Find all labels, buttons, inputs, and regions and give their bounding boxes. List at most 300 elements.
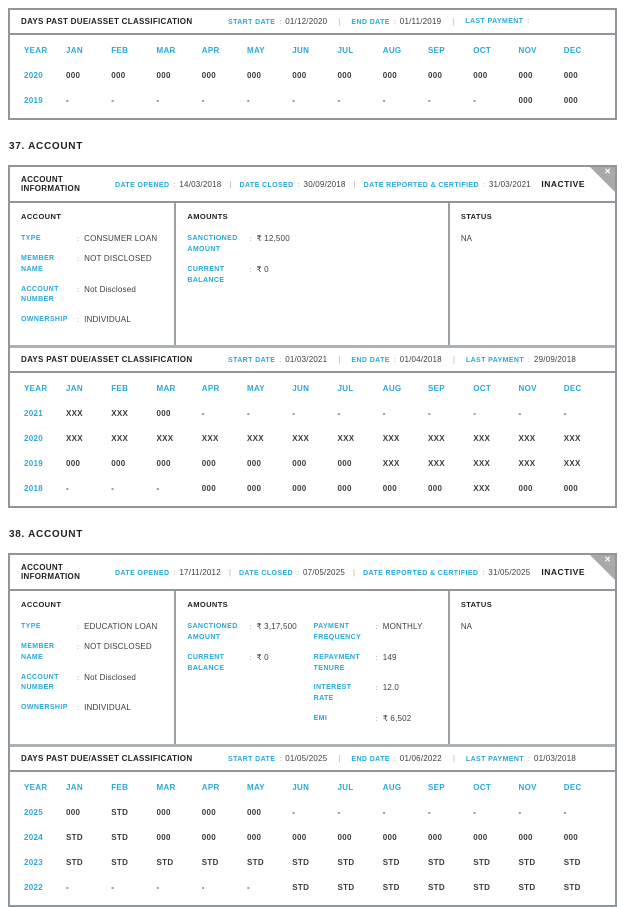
- dpd-value-cell: -: [247, 96, 250, 105]
- info-pair-label: MEMBER NAME: [21, 254, 55, 273]
- dpd-value-cell: XXX: [111, 434, 129, 444]
- date-closed-field: [239, 568, 345, 577]
- colon: :: [77, 622, 80, 632]
- colon: :: [77, 253, 80, 263]
- dpd-value-cell: 000: [66, 807, 81, 817]
- colon: :: [482, 569, 485, 577]
- dpd-month-header: NOV: [518, 46, 537, 55]
- info-pair: [187, 265, 313, 287]
- amounts-pairs-right: [314, 234, 440, 295]
- separator: |: [338, 355, 341, 365]
- dpd-month-header: APR: [201, 782, 220, 792]
- dpd-table: [10, 35, 615, 118]
- info-pair-value: 12.0: [382, 683, 400, 693]
- account-info-body: [10, 591, 615, 747]
- dpd-value-cell: 000: [563, 484, 578, 494]
- dpd-year-header: YEAR: [24, 46, 48, 55]
- dpd-year-cell: 2020: [24, 71, 43, 80]
- last-payment-field: [466, 355, 576, 364]
- amounts-subcolumns: [187, 622, 439, 734]
- dpd-value-cell: STD: [111, 857, 129, 867]
- last-payment-field: [465, 18, 533, 25]
- start-date-value: 01/05/2025: [285, 753, 328, 763]
- info-pair-value: INDIVIDUAL: [84, 703, 131, 713]
- info-pair-label: CURRENT BALANCE: [187, 265, 225, 284]
- dpd-value-cell: 000: [156, 807, 171, 817]
- account-column-title: ACCOUNT: [21, 600, 62, 610]
- info-pair: [21, 673, 166, 695]
- last-payment-value: 29/09/2018: [533, 355, 577, 365]
- dpd-value-cell: 000: [337, 459, 352, 469]
- dpd-value-cell: STD: [292, 857, 310, 867]
- dpd-month-header: APR: [201, 384, 220, 394]
- dpd-month-header: MAY: [247, 46, 265, 55]
- close-corner-ribbon[interactable]: [590, 555, 615, 580]
- date-opened-label: DATE OPENED: [115, 569, 170, 577]
- info-pair: [21, 285, 166, 307]
- colon: :: [77, 234, 80, 243]
- dpd-value-cell: XXX: [201, 434, 219, 444]
- info-pair-label: TYPE: [21, 235, 41, 242]
- end-date-label: END DATE: [351, 755, 390, 763]
- amounts-pairs-left: [187, 234, 313, 295]
- dpd-value-cell: -: [428, 807, 431, 817]
- dpd-month-header: NOV: [518, 384, 537, 394]
- dpd-value-cell: -: [156, 484, 160, 494]
- colon: :: [77, 284, 80, 294]
- colon: :: [77, 703, 80, 713]
- dpd-year-cell: 2019: [24, 459, 43, 469]
- dpd-row: [22, 426, 607, 451]
- dpd-value-cell: XXX: [473, 434, 491, 444]
- info-pair-label: MEMBER NAME: [21, 642, 55, 661]
- info-pair-value: INDIVIDUAL: [84, 315, 131, 325]
- start-date-label: START DATE: [228, 19, 276, 26]
- dpd-value-cell: 000: [292, 832, 307, 842]
- account-info-header: [10, 555, 615, 591]
- separator: |: [338, 17, 341, 26]
- dpd-value-cell: 000: [428, 484, 443, 494]
- account-info-header: [10, 167, 615, 203]
- dpd-value-cell: 000: [156, 459, 171, 469]
- info-pair-label: TYPE: [21, 623, 41, 631]
- date-opened-value: 14/03/2018: [179, 179, 222, 189]
- dpd-row: [22, 63, 607, 88]
- dpd-value-cell: -: [292, 409, 296, 419]
- info-pair-label: ACCOUNT NUMBER: [21, 285, 59, 304]
- colon: :: [173, 569, 176, 577]
- dpd-header: [10, 348, 615, 373]
- info-pair-value: NOT DISCLOSED: [84, 641, 152, 651]
- colon: :: [482, 181, 485, 189]
- dpd-value-cell: XXX: [518, 434, 536, 444]
- dpd-value-cell: -: [473, 96, 477, 105]
- dpd-value-cell: STD: [518, 857, 536, 867]
- dpd-value-cell: 000: [382, 71, 397, 80]
- dpd-value-cell: 000: [111, 71, 126, 80]
- dpd-year-cell: 2022: [24, 882, 43, 892]
- dpd-value-cell: STD: [201, 857, 219, 867]
- dpd-month-header: MAR: [156, 384, 176, 394]
- colon: :: [249, 264, 252, 274]
- dpd-month-header: AUG: [382, 384, 402, 394]
- dpd-month-header: DEC: [563, 384, 582, 394]
- info-pair-value: 149: [382, 652, 397, 662]
- dpd-value-cell: -: [111, 96, 115, 105]
- end-date-field: [351, 355, 441, 364]
- dpd-value-cell: 000: [292, 71, 307, 80]
- dpd-year-cell: 2019: [24, 96, 43, 105]
- dpd-value-cell: XXX: [156, 434, 174, 444]
- date-opened-field: [115, 568, 221, 577]
- dpd-value-cell: STD: [66, 857, 83, 867]
- dpd-grid: [22, 38, 607, 113]
- dpd-value-cell: -: [382, 409, 386, 419]
- dpd-month-header: JAN: [66, 782, 83, 792]
- dpd-month-header: JUN: [292, 384, 310, 394]
- dpd-value-cell: XXX: [518, 459, 536, 469]
- last-payment-label: LAST PAYMENT: [465, 755, 525, 763]
- dpd-value-cell: STD: [563, 857, 581, 867]
- date-closed-field: [240, 180, 346, 189]
- account-info-title: ACCOUNT INFORMATION: [21, 563, 81, 582]
- account-info-title: ACCOUNT INFORMATION: [21, 175, 81, 193]
- info-pair-label: SANCTIONED AMOUNT: [187, 623, 238, 641]
- dpd-row: [22, 825, 607, 850]
- colon: :: [279, 755, 282, 763]
- dpd-value-cell: -: [201, 882, 205, 892]
- account-info-body: [10, 203, 615, 348]
- dpd-value-cell: STD: [473, 882, 491, 892]
- info-pair: [187, 653, 313, 675]
- start-date-field: [228, 754, 327, 763]
- start-date-value: 01/12/2020: [285, 17, 328, 26]
- dpd-value-cell: -: [428, 409, 431, 419]
- dpd-grid: [22, 775, 607, 900]
- info-pair-label: EMI: [313, 715, 328, 723]
- dpd-value-cell: 000: [337, 832, 352, 842]
- last-payment-field: [466, 754, 576, 763]
- date-reported-value: 31/05/2025: [488, 567, 531, 577]
- dpd-header: [10, 747, 615, 772]
- colon: :: [393, 755, 396, 763]
- info-pair-value: ₹ 12,500: [256, 234, 290, 243]
- info-pair-value: Not Disclosed: [84, 672, 137, 682]
- last-payment-label: LAST PAYMENT: [465, 357, 525, 365]
- dpd-value-cell: 000: [201, 71, 216, 80]
- dpd-value-cell: STD: [428, 882, 445, 892]
- dpd-month-header: JAN: [66, 384, 83, 394]
- dpd-value-cell: STD: [382, 882, 400, 892]
- dpd-value-cell: -: [66, 882, 69, 892]
- dpd-value-cell: -: [156, 96, 160, 105]
- dpd-value-cell: -: [518, 409, 522, 419]
- colon: :: [77, 315, 80, 325]
- dpd-value-cell: STD: [66, 832, 83, 842]
- date-opened-field: [115, 180, 221, 189]
- start-date-label: START DATE: [228, 755, 276, 763]
- dpd-month-header: JUL: [337, 782, 354, 792]
- dpd-month-header: DEC: [563, 782, 582, 792]
- separator: |: [452, 753, 455, 763]
- dpd-value-cell: STD: [428, 857, 445, 867]
- dpd-value-cell: -: [382, 807, 386, 817]
- colon: :: [249, 234, 252, 243]
- dpd-value-cell: 000: [201, 807, 216, 817]
- dpd-year-cell: 2024: [24, 832, 43, 842]
- separator: |: [452, 355, 455, 365]
- dpd-value-cell: -: [518, 807, 522, 817]
- dpd-value-cell: -: [66, 96, 69, 105]
- dpd-value-cell: XXX: [382, 434, 400, 444]
- dpd-title: DAYS PAST DUE/ASSET CLASSIFICATION: [21, 355, 193, 365]
- dpd-value-cell: -: [156, 882, 160, 892]
- dpd-month-header: OCT: [473, 46, 492, 55]
- dpd-year-header: YEAR: [24, 384, 48, 394]
- dpd-month-header: JUL: [337, 384, 354, 394]
- close-icon[interactable]: ✕: [604, 555, 611, 565]
- dpd-value-cell: -: [201, 96, 205, 105]
- dpd-value-cell: -: [428, 96, 431, 105]
- separator: |: [229, 179, 232, 189]
- close-icon[interactable]: ✕: [604, 167, 611, 176]
- dpd-month-header: SEP: [428, 782, 445, 792]
- dpd-month-header: SEP: [428, 46, 445, 55]
- dpd-value-cell: STD: [156, 857, 174, 867]
- end-date-value: 01/06/2022: [399, 753, 442, 763]
- colon: :: [77, 672, 80, 682]
- dpd-value-cell: -: [111, 882, 115, 892]
- dpd-value-cell: STD: [111, 832, 129, 842]
- dpd-value-cell: XXX: [473, 484, 491, 494]
- amounts-subcolumns: [187, 234, 439, 295]
- dpd-value-cell: STD: [473, 857, 491, 867]
- dpd-value-cell: 000: [382, 832, 397, 842]
- dpd-value-cell: 000: [201, 832, 216, 842]
- info-pair-value: ₹ 0: [256, 264, 269, 274]
- colon: :: [77, 641, 80, 651]
- last-payment-label: LAST PAYMENT: [465, 18, 524, 25]
- dpd-month-header: AUG: [382, 782, 402, 792]
- dpd-table: [10, 373, 615, 506]
- info-pair: [21, 642, 166, 664]
- dpd-value-cell: 000: [563, 832, 578, 842]
- dpd-value-cell: -: [247, 882, 250, 892]
- dpd-value-cell: -: [563, 409, 567, 419]
- info-pair-value: MONTHLY: [382, 622, 423, 632]
- status-value: NA: [460, 234, 472, 243]
- dpd-month-header: MAY: [247, 384, 265, 394]
- dpd-value-cell: 000: [428, 832, 443, 842]
- dpd-value-cell: 000: [518, 484, 533, 494]
- section-heading-38: 38. ACCOUNT: [9, 529, 84, 541]
- dpd-value-cell: XXX: [563, 459, 581, 469]
- colon: :: [528, 357, 530, 365]
- dpd-title: DAYS PAST DUE/ASSET CLASSIFICATION: [21, 17, 193, 26]
- separator: |: [452, 17, 455, 26]
- account-column: [10, 591, 176, 744]
- account-pairs: [21, 234, 166, 326]
- colon: :: [297, 569, 299, 577]
- account-column: [10, 203, 176, 345]
- dpd-value-cell: 000: [382, 484, 397, 494]
- status-column: [450, 203, 615, 345]
- amounts-column: [176, 591, 449, 744]
- start-date-field: [228, 17, 327, 26]
- dpd-value-cell: -: [292, 96, 296, 105]
- separator: |: [353, 567, 356, 577]
- amounts-pairs-right: [314, 622, 440, 734]
- dpd-value-cell: -: [66, 484, 69, 494]
- status-badge: INACTIVE: [541, 179, 585, 189]
- dpd-month-header: FEB: [111, 46, 129, 55]
- amounts-column-title: AMOUNTS: [187, 212, 229, 221]
- status-badge: INACTIVE: [541, 567, 585, 578]
- info-pair: [21, 254, 166, 276]
- date-opened-value: 17/11/2012: [179, 567, 221, 577]
- amounts-pairs-left: [187, 622, 313, 734]
- dpd-value-cell: -: [201, 409, 205, 419]
- dpd-value-cell: 000: [247, 459, 262, 469]
- dpd-value-cell: 000: [247, 484, 262, 494]
- dpd-month-header: FEB: [111, 782, 129, 792]
- account-column-title: ACCOUNT: [21, 212, 62, 221]
- dpd-value-cell: STD: [247, 857, 264, 867]
- info-pair-value: Not Disclosed: [84, 284, 137, 294]
- date-closed-label: DATE CLOSED: [239, 181, 294, 189]
- dpd-month-header: SEP: [428, 384, 445, 394]
- info-pair: [21, 315, 166, 326]
- info-pair-label: OWNERSHIP: [21, 316, 68, 324]
- info-pair-label: INTEREST RATE: [313, 684, 352, 703]
- dpd-value-cell: XXX: [66, 409, 83, 419]
- dpd-value-cell: 000: [66, 71, 81, 80]
- dpd-value-cell: -: [473, 409, 477, 419]
- dpd-value-cell: 000: [247, 832, 262, 842]
- info-pair: [187, 622, 313, 644]
- separator: |: [338, 753, 341, 763]
- date-reported-value: 31/03/2021: [488, 179, 531, 189]
- dpd-value-cell: 000: [201, 484, 216, 494]
- info-pair-value: ₹ 0: [256, 652, 269, 662]
- dpd-month-header: MAY: [247, 782, 265, 792]
- section-heading-37: 37. ACCOUNT: [9, 141, 84, 152]
- dpd-year-cell: 2025: [24, 807, 43, 817]
- info-pair-value: ₹ 3,17,500: [256, 622, 297, 632]
- colon: :: [249, 652, 252, 662]
- dpd-value-cell: XXX: [111, 409, 129, 419]
- dpd-month-header: JUL: [337, 46, 354, 55]
- dpd-row: [22, 88, 607, 113]
- dpd-value-cell: 000: [337, 484, 352, 494]
- dpd-value-cell: STD: [382, 857, 400, 867]
- dpd-value-cell: 000: [156, 832, 171, 842]
- dpd-value-cell: -: [382, 96, 386, 105]
- end-date-field: [351, 754, 441, 763]
- info-pair-label: SANCTIONED AMOUNT: [187, 235, 238, 253]
- dpd-month-header: JUN: [292, 782, 310, 792]
- amounts-column-title: AMOUNTS: [187, 600, 229, 610]
- start-date-label: START DATE: [228, 357, 276, 365]
- info-pair-label: REPAYMENT TENURE: [313, 653, 360, 672]
- date-reported-label: DATE REPORTED & CERTIFIED: [363, 181, 479, 189]
- dpd-value-cell: 000: [473, 71, 488, 80]
- dpd-value-cell: XXX: [66, 434, 83, 444]
- start-date-value: 01/03/2021: [285, 355, 328, 365]
- info-pair: [21, 703, 166, 714]
- dpd-value-cell: -: [247, 409, 250, 419]
- dpd-value-cell: STD: [337, 882, 355, 892]
- dpd-table: [10, 772, 615, 905]
- dpd-row: [22, 451, 607, 476]
- info-pair-value: CONSUMER LOAN: [84, 234, 158, 243]
- info-pair: [314, 683, 440, 705]
- account-card-37: [8, 165, 617, 508]
- dpd-value-cell: STD: [337, 857, 355, 867]
- dpd-row: [22, 850, 607, 875]
- colon: :: [375, 683, 378, 693]
- dpd-value-cell: STD: [563, 882, 581, 892]
- colon: :: [375, 652, 378, 662]
- info-pair: [21, 622, 166, 633]
- dpd-value-cell: XXX: [428, 459, 445, 469]
- separator: |: [353, 179, 356, 189]
- colon: :: [297, 181, 300, 189]
- dpd-year-cell: 2023: [24, 857, 43, 867]
- status-column: [450, 591, 615, 744]
- dpd-month-header: NOV: [518, 782, 537, 792]
- dpd-row: [22, 476, 607, 501]
- dpd-value-cell: 000: [66, 459, 81, 469]
- amounts-column: [176, 203, 449, 345]
- date-closed-value: 07/05/2025: [302, 567, 345, 577]
- info-pair-label: ACCOUNT NUMBER: [21, 673, 59, 692]
- close-corner-ribbon[interactable]: [590, 167, 615, 192]
- dpd-value-cell: STD: [111, 807, 129, 817]
- dpd-value-cell: STD: [518, 882, 536, 892]
- dpd-title: DAYS PAST DUE/ASSET CLASSIFICATION: [21, 753, 193, 763]
- colon: :: [375, 714, 378, 724]
- dpd-value-cell: 000: [473, 832, 488, 842]
- dpd-grid: [22, 376, 607, 501]
- end-date-field: [351, 17, 441, 26]
- end-date-label: END DATE: [351, 19, 390, 26]
- dpd-value-cell: STD: [292, 882, 310, 892]
- dpd-month-header: OCT: [473, 782, 492, 792]
- dpd-year-header: YEAR: [24, 782, 48, 792]
- dpd-row: [22, 401, 607, 426]
- dpd-value-cell: -: [111, 484, 115, 494]
- date-opened-label: DATE OPENED: [115, 181, 170, 189]
- dpd-value-cell: 000: [156, 409, 171, 419]
- dpd-box-top: [8, 8, 617, 120]
- info-pair-label: CURRENT BALANCE: [187, 653, 225, 672]
- info-pair: [314, 653, 440, 675]
- info-pair-label: PAYMENT FREQUENCY: [313, 623, 362, 641]
- dpd-year-cell: 2020: [24, 434, 43, 444]
- dpd-year-cell: 2021: [24, 409, 43, 419]
- dpd-value-cell: -: [473, 807, 477, 817]
- dpd-value-cell: XXX: [337, 434, 355, 444]
- dpd-value-cell: -: [337, 409, 341, 419]
- dpd-value-cell: 000: [247, 71, 262, 80]
- account-card-38: [8, 553, 617, 907]
- dpd-value-cell: 000: [247, 807, 262, 817]
- start-date-field: [228, 355, 327, 364]
- colon: :: [393, 357, 396, 365]
- last-payment-value: 01/03/2018: [533, 753, 577, 763]
- date-reported-field: [363, 568, 530, 577]
